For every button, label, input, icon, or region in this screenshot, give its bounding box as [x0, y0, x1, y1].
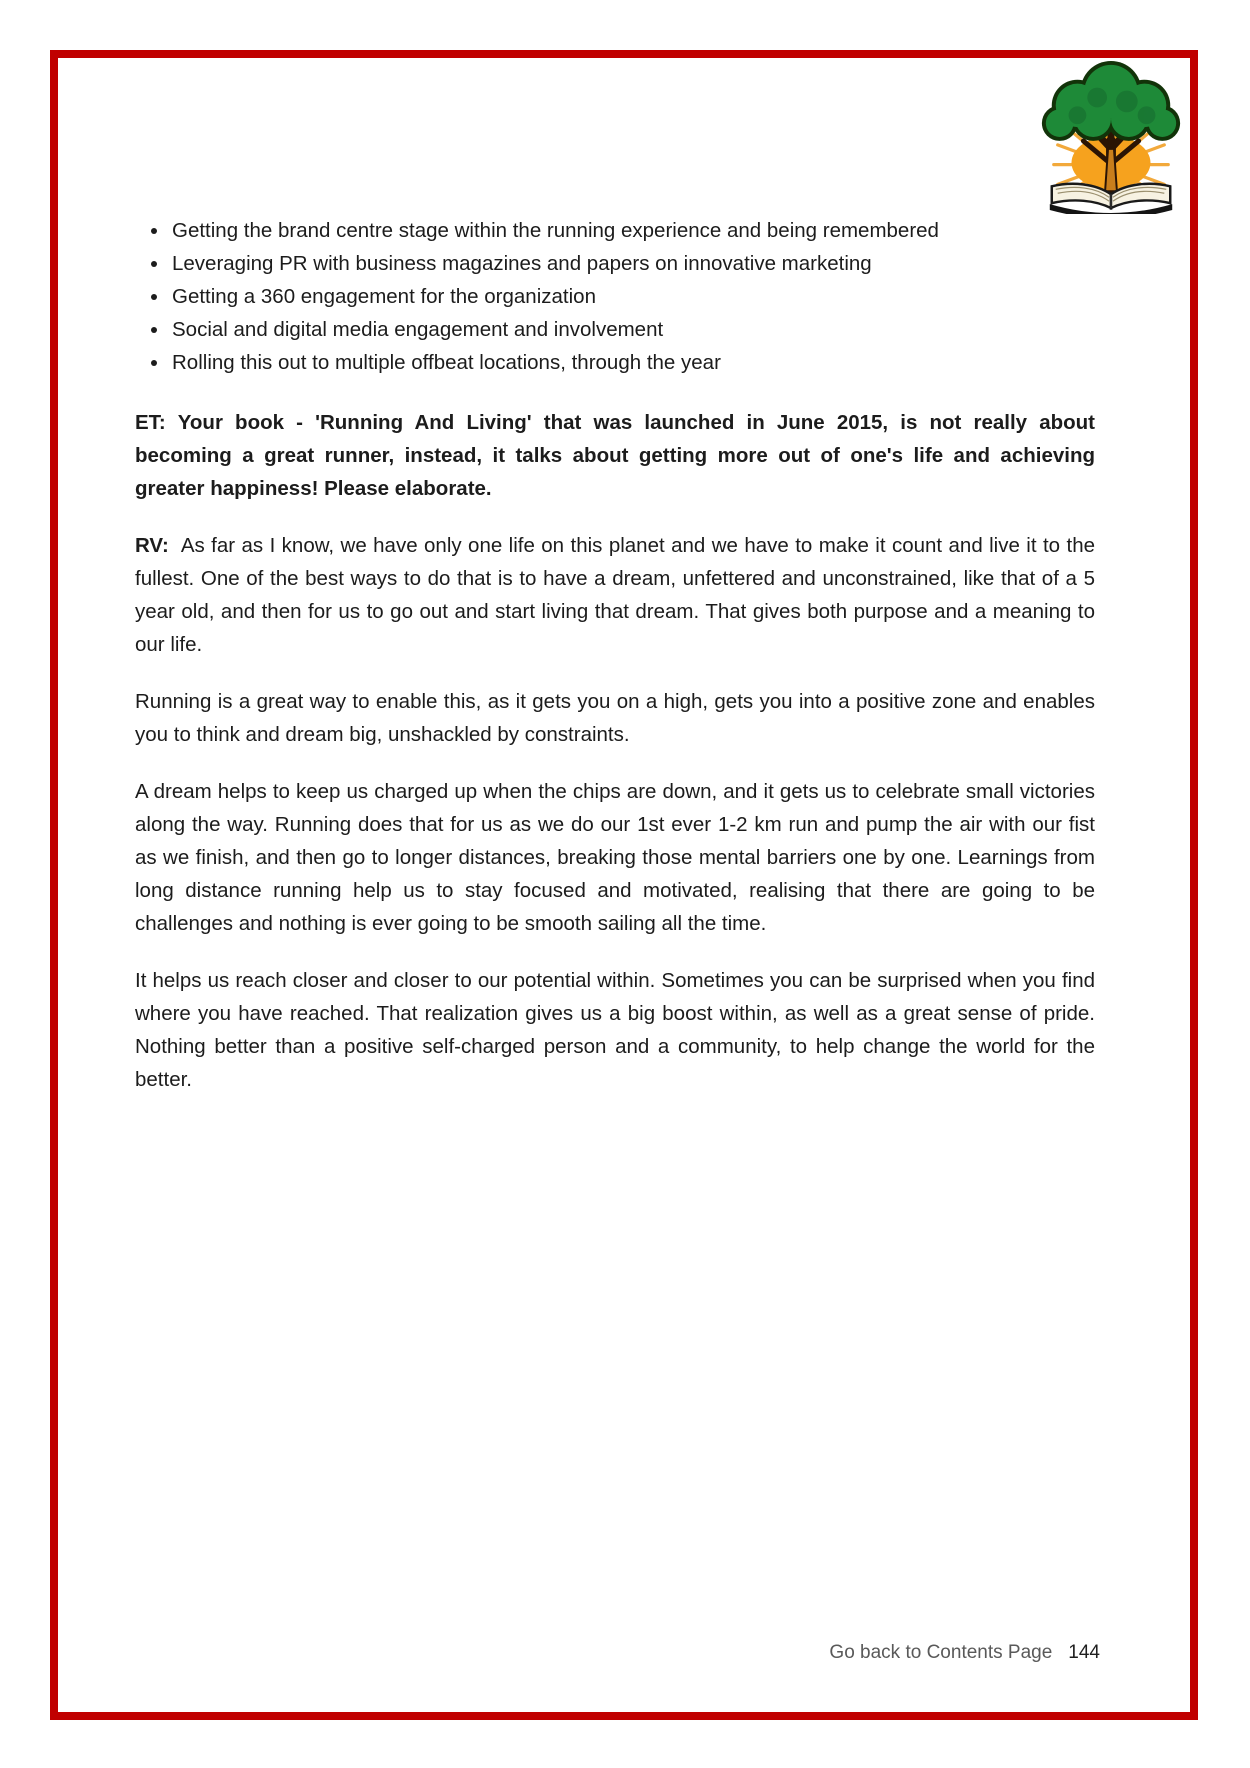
body-paragraph: Running is a great way to enable this, as it gets you on a high, gets you into a positive zone and enables you to think and dream big, unshackled by constraints.	[135, 690, 1095, 746]
body-paragraph: A dream helps to keep us charged up when the chips are down, and it gets us to celebrate small victories along the way. Running does that for us as we do our 1st ever 1-2 km run and pump the air with our fist as we finish, and then go to longer distances, breaking those mental barriers one by one. Learnings from long distance running help us to stay focused and motivated, realising that there are going to be challenges and nothing is ever going to be smooth sailing all the time.	[135, 780, 1095, 935]
bullet-item: • Getting the brand centre stage within the running experience and being remembered	[170, 214, 1095, 247]
bullet-list	[135, 214, 1095, 379]
bullet-item: • Rolling this out to multiple offbeat locations, through the year	[170, 346, 1095, 379]
page-footer	[829, 1640, 1100, 1666]
answer-text: As far as I know, we have only one life on this planet and we have to make it count and live it to the fullest. One of the best ways to do that is to have a dream, unfettered and unconstrained, like that of a 5 year old, and then for us to go out and start living that dream. That gives both purpose and a meaning to our life.	[135, 534, 1095, 656]
bullet-item: • Getting a 360 engagement for the organization	[170, 280, 1095, 313]
tree-book-logo	[1032, 58, 1190, 216]
bullet-item: • Leveraging PR with business magazines and papers on innovative marketing	[170, 247, 1095, 280]
body-paragraph: It helps us reach closer and closer to our potential within. Sometimes you can be surprised when you find where you have reached. That realization gives us a big boost within, as well as a great sense of pride. Nothing better than a positive self-charged person and a community, to help change the world for the better.	[135, 969, 1095, 1091]
tree-over-open-book-icon	[1032, 58, 1190, 214]
answer-label: RV:	[135, 534, 169, 557]
contents-page-link[interactable]: Go back to Contents Page	[829, 1642, 1053, 1663]
interviewee-answer	[135, 529, 1095, 661]
question-label: ET:	[135, 411, 166, 434]
page-number: 144	[1068, 1642, 1100, 1663]
interviewer-question	[135, 406, 1095, 505]
bullet-item: • Social and digital media engagement and involvement	[170, 313, 1095, 346]
page-content	[135, 214, 1095, 1096]
question-text: Your book - 'Running And Living' that was launched in June 2015, is not really about becoming a great runner, instead, it talks about getting more out of one's life and achieving greater happiness! Please elaborate.	[135, 411, 1095, 500]
